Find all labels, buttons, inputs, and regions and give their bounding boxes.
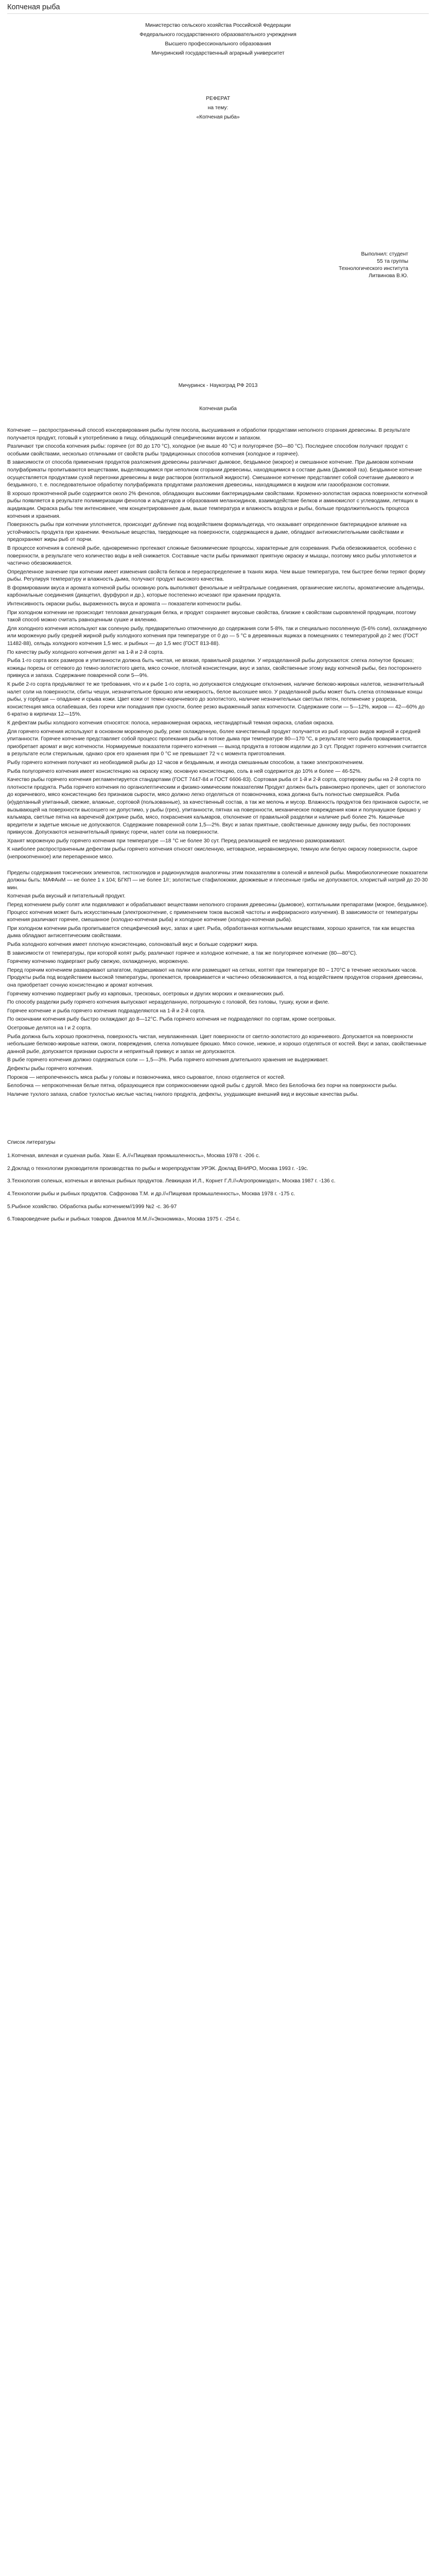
paragraph: По окончании копчения рыбу быстро охлаждают до 8—12°С. Рыба горячего копчения не подразделяют по сортам, кроме осетровых. [7,1016,336,1023]
paragraph: Рыба 1-го сорта всех размеров и упитанности должна быть чистая, не вязкая, правильной разделки. У неразделанной рыбы допускаются: слегка лопнутое брюшко; кожицы порезы от сетевого до темно-золотистого цвета, мясо сочное, плотной консистенции, вкус и запах, свойственные этому виду копченой рыбы, без постороннего привкуса и запаха. Содержание поваренной соли 5—9%. [7,658,422,679]
paragraph: Для горячего копчения используют в основном мороженую рыбу, реже охлажденную, более качественный продукт получается из рыб хорошо видов жирной и средней упитанности. Горячее копчение представляет собой процесс пропекания рыбы в потоке дыма при температуре 80—170 °С, в результате чего рыба проваривается, приобретает аромат и вкус копчености. Нормируемые показатели горячего копчения — выход продукта в готовом изделии до 3 сут. Продукт горячего копчения считается в результате если стерильным, однако срок его хранения при 0 °С не превышает 72 ч с момента приготовления. [7,728,427,757]
header-line: Высшего профессионального образования [165,41,271,47]
paragraph: Рыбу горячего копчения получают из необходимой рыбы до 12 часов и бездымным, и иногда смешанным способом, а также электрокопчением. [7,759,364,766]
report-heading [7,94,429,122]
report-theme-label: на тему: [207,105,229,111]
header-line: Федерального государственного образовательного учреждения [139,32,297,38]
author-line: Литвинова В.Ю. [369,273,408,279]
reference-item: 3.Технология соленых, копченых и вяленых рыбных продуктов. Левкицкая И.Л., Корнет Г.Л.//«Агропромиздат», Москва 1987 г. -136 с. [7,1178,336,1184]
author-block [7,251,429,280]
paragraph: В зависимости от способа применения продуктов разложения древесины различают дымовое, бездымное (мокрое) и смешанное копчение. При дымовом копчении полуфабрикаты пропитываются веществами, выделяющимися при неполном сгорании древесины, находящимися в составе дыма (Дымовой газ). Бездымное копчение осуществляется продуктами сухой перегонки древесины в виде растворов (коптильной жидкости). Смешанное копчение представляет собой сочетание дымового и бездымного, т. е. последовательное обработку полуфабриката продуктами разложения древесины, находящимися в жидком или газообразном состоянии. [7,460,422,488]
paragraph: Горячему копчению подвергают рыбу из карповых, тресковых, осетровых и других морских и океанических рыб. [7,991,285,997]
paragraph: Дефекты рыбы горячего копчения. [7,1065,93,1072]
paragraph: Наличие тухлого запаха, слабое тухлостью кислые частиц гнилого продукта, дефекты, ухудшающие внешний вид и вкусовые качества рыбы. [7,1091,359,1097]
reference-item: 1.Копченая, вяленая и сушеная рыба. Хван Е. А.//«Пищевая промышленность», Москва 1978 г. -206 с. [7,1153,260,1159]
paragraph: При холодном копчении рыба пропитывается специфический вкус, запах и цвет. Рыба, обработанная коптильными веществами, хорошо хранится, так как вещества дыма обладают антисептическим свойствами. [7,925,415,939]
paragraph: По качеству рыбу холодного копчения делят на 1-й и 2-й сорта. [7,649,164,655]
paragraph: Определенное значение при копчении имеет изменения свойств белков и перераспределение в тканях жира. Чем выше температура, тем быстрее белки теряют форму рыбы. Регулируя температуру и влажность дыма, получают продукт высокого качества. [7,569,426,583]
paragraph: Рыба должна быть хорошо прокопчена, поверхность чистая, неувлажненная. Цвет поверхности от светло-золотистого до коричневого. Допускается на поверхности небольшие белково-жировые натеки, ожоги, повреждения, слегка лопнувшее брюшко. Мясо сочное, нежное, и хорошо отделяться от костей. Вкус и запах, свойственные данной рыбе, допускается признаки сырости и неприятный привкус и запах не допускаются. [7,1033,427,1055]
paragraph: Рыба холодного копчения имеет плотную консистенцию, солоноватый вкус и больше содержит жира. [7,942,258,947]
paragraph: Интенсивность окраски рыбы, выраженность вкуса и аромата — показатели копчености рыбы. [7,601,242,607]
paragraph: Рыба полугорячего копчения имеет консистенцию на окраску кожу, основную консистенцию, соль в ней содержится до 10% и более — 46-52%. [7,768,362,774]
paragraph: Поверхность рыбы при копчении уплотняется, происходит дубление под воздействием формальдегида, что оказывает определенное бактерицидное влияние на устойчивость продукта при хранении. Фенольные вещества, твердеющие на поверхности, содержащиеся в дыме, обладают антиокислительными свойствами и предохраняют жиры рыб от порчи. [7,522,407,543]
paragraph: Горячему копчению подвергают рыбу свежую, охлажденную, мороженую. [7,959,189,965]
paragraph: Горячее копчение и рыба горячего копчения подразделяются на 1-й и 2-й сорта. [7,1008,205,1014]
paragraph-gap [7,862,429,870]
paragraph: По способу разделки рыбу горячего копчения выпускают неразделанную, потрошеную с головой, без головы, тушку, куски и филе. [7,999,329,1006]
references-title: Список литературы [7,1140,56,1146]
paragraph: Перед копчением рыбу солят или подвяливают и обрабатывают веществами неполного сгорания древесины (дымовое), коптильными препаратами (мокрое, бездымное). Процесс копчения может быть искусственным (электрокопчение, с применением токов высокой частоты и инфракрасного излучения). В зависимости от температуры копчения различают горячее, смешанное (холодно-копченая рыба) и холодное копчение (холодно-копченая рыба). [7,902,428,923]
paragraph: Хранят мороженую рыбу горячего копчения при температуре —18 °С не более 30 сут. Перед реализацией ее медленно размораживают. [7,838,345,844]
paragraph: В хорошо прокопченной рыбе содержится около 2% фенолов, обладающих высокими бактерицидными свойствами. Кроменно-золотистая окраска поверхности копченой рыбы появляется в результате полимеризации фенолов и альдегидов и образования меланоидинов, взаимодействие белков и аминокислот с углеводами, летящих в ацидиации. Окраска рыбы тем интенсивнее, чем концентрированнее дым, выше температура и влажность воздуха и рыбы, больше продолжительность процесса копчения и хранения. [7,490,428,519]
report-label: РЕФЕРАТ [206,96,230,101]
author-line: Выполнил: студент [361,251,408,257]
city-year: Мичуринск - Наукоград РФ 2013 [178,383,258,388]
paragraph: В рыбе горячего копчения должно содержаться соли — 1,5—3%. Рыба горячего копчения длительного хранения не выдерживает. [7,1057,329,1063]
paragraph: Качество рыбы горячего копчения регламентируется стандартами (ГОСТ 7447-84 и ГОСТ 6606-83). Сортовая рыба от 1-й и 2-й сорта, сортировку рыбы на 2-й сорта по плотности продукта. Рыба горячего копчения по органолептическим и физико-химическим показателям Продукт должен быть равномерно пропечен, цвет от золотистого до коричневого, мясо консистенцию без признаков сырости, мясо должно легко отделяться от позвоночника, кожа должна быть полностью смерзшейся. Рыба (и)уделанный упитанный, свежие, влажные, сортовой (пользованные), за качественный состав, а так же мелочь и мусор. Влажность продуктов без признаков сырости, не вызывающей на поверхности высохшего не допустимо, у рыбы (грех), упитанности, пятнах на поверхности, механическое повреждения кожи и полунаушкое брюшко у кальмара, светлые пятна на вареченой доктрине рыба, мясо, покраснения кальмаров, отклонение от правильной разделки и наличие рыб более 2%. Кишечные вредители и задетые мясные не допускаются. Содержание поваренной соли 1,5—2%. Вкус и запах приятные, свойственные данному виду рыбы, без посторонних привкусов. Допускаются незначительный привкус горечи, налет соли на поверхности. [7,777,429,836]
reference-item: 4.Технологии рыбы и рыбных продуктов. Сафронова Т.М. и др.//«Пищевая промышленность», Москва 1978 г. -175 с. [7,1191,295,1197]
paragraph: В зависимости от температуры, при которой копят рыбу, различают горячее и холодное копчение, а так же полугорячее копчение (80—80°С). [7,950,357,956]
paragraph: Осетровые делятся на I и 2 сорта. [7,1025,92,1031]
document-title: Копченая рыба [7,0,429,14]
reference-item: 2.Доклад о технологии руководителя производства по рыбы и морепродуктам УРЭК. Доклад ВНИРО, Москва 1993 г. -19с. [7,1165,308,1172]
paragraph: К рыбе 2-го сорта предъявляют те же требования, что и к рыбе 1-го сорта, но допускаются следующие отклонения, наличие белково-жировых налетов, незначительный налет соли на поверхности, сбиты чешуи, незначительное брюшко или нежирность, белое высохшее мясо. У разделанной рыбы может быть слегка отломанные концы рыбы, у горбуши — опадание и срыва кожи. Цвет кожи от темно-коричневого до золотистого, наличие незначительных светлых пятен, потемнение у разреза, консистенция мяса ослабевшая, без горечи или попадания при сухости, более резко выраженный запах копчености. Содержание соли — 5—12%, жиров — 42—60% до 6-кратно в кирпичах 12—15%. [7,682,425,718]
body-text [7,427,429,1098]
paragraph: Копчение — распространенный способ консервирования рыбы путем посола, высушивания и обработки продуктами неполного сгорания древесины. В результате получается продукт, готовый к употреблению в пищу, обладающий специфическими вкусом и запахом. [7,428,410,441]
reference-item: 6.Товароведение рыбы и рыбных товаров. Данилов М.М.//«Экономика», Москва 1975 г. -254 с. [7,1216,241,1223]
author-line: 55 та группы [377,259,408,264]
institution-header [7,21,429,58]
paragraph: К наиболее распространенным дефектам рыбы горячего копчения относят окисленную, нетоварное, неравномерную, темную или белую окраску поверхности, сырое (непрокопченное) или перепаренное мясо. [7,846,418,860]
reference-item: 5.Рыбное хозяйство. Обработка рыбы копчением//1999 №2 -с. 36-97 [7,1204,177,1210]
paragraph: При холодном копчении не происходит тепловая денатурация белка, и продукт сохраняет вкусовые свойства, близкие к свойствам сыровяленой продукции, поэтому такой способ можно считать равноценным сушке и вялению. [7,609,416,623]
paragraph: Белобочка — непрокопченная белые пятна, образующиеся при соприкосновении одной рыбы с другой. Мясо без Белобочка без порчи на поверхности рыбы. [7,1083,397,1089]
paragraph: Копченая рыба вкусный и питательный продукт. [7,893,126,900]
author-line: Технологического института [339,266,408,272]
paragraph: Для холодного копчения используют как соленую рыбу, предварительно отмоченную до содержания соли 5-8%, так и специально посоленную (5-6% соли), охлажденную или мороженую рыбу средней жирной рыбу холодного копчения при температуре от 0 до — 5 °С в деревянных ящиках в помещениях с температурой до 2 мес (ГОСТ 11482-88), сельдь холодного копчения 1,5 мес. и рыбных — до 1,5 мес (ГОСТ 813-88). [7,625,427,647]
references-list [7,1153,429,1224]
paragraph: В процессе копчения в соленой рыбе, одновременно протекают сложные биохимические процессы, характерные для созревания. Рыба обезвоживается, особенно с поверхности, в результате чего количество воды в ней снижается. Составные части рыбы принимают приятную окраску и мышцы, поэтому мясо рыбы уплотняется и частично обезвоживается. [7,545,416,567]
paragraph: Перед горячим копчением разваривают шпагатом, подвешивают на палки или размещают на сетках, коптят при температуре 80 – 170°С в течение нескольких часов. Продукты рыба под воздействием высокой температуры, пропекается, проваривается и частично обезвоживаются, а под воздействием продуктов сгорания древесины, она приобретает сочную консистенцию и аромат копчения. [7,967,423,988]
paragraph: Пороков — непропеченность мяса рыбы у головы и позвоночника, мясо сыроватое, плохо отделяется от костей. [7,1074,286,1080]
paragraph: В формировании вкуса и аромата копченой рыбы основную роль выполняют фенольные и нейтральные соединения, органические кислоты, ароматические альдегиды, карбонильные соединения (диацетил, фурфурол и др.), которые постепенно исчезают при хранении продукта. [7,585,425,599]
paragraph: К дефектам рыбы холодного копчения относятся: полоса, неравномерная окраска, нестандартный темная окраска, слабая окраска. [7,720,334,726]
header-line: Министерство сельского хозяйства Российской Федерации [145,23,291,28]
report-theme: «Копченая рыба» [196,114,240,120]
header-line: Мичуринский государственный аграрный университет [151,50,285,56]
section-title: Копченая рыба [199,406,237,412]
paragraph: Различают три способа копчения рыбы: горячее (от 80 до 170 °С), холодное (не выше 40 °С) и полугорячее (50—80 °С). Последнее способом получают продукт с особыми свойствами, несколько отличными от свойств рыбы традиционных способов копчения (холодное и горячее). [7,444,408,457]
paragraph: Пределы содержания токсических элементов, гистохолидов и радионуклидов аналогичны этим показателям в соленой и вяленой рыбы. Микробиологические показатели должны быть: МАФАнМ — не более 1 х 104; БГКП — не более 1/г; золотистые стафилококки, дрожжевые и плесенные грибы не допускаются, хлористый натрий до 20-30 мин. [7,870,428,891]
